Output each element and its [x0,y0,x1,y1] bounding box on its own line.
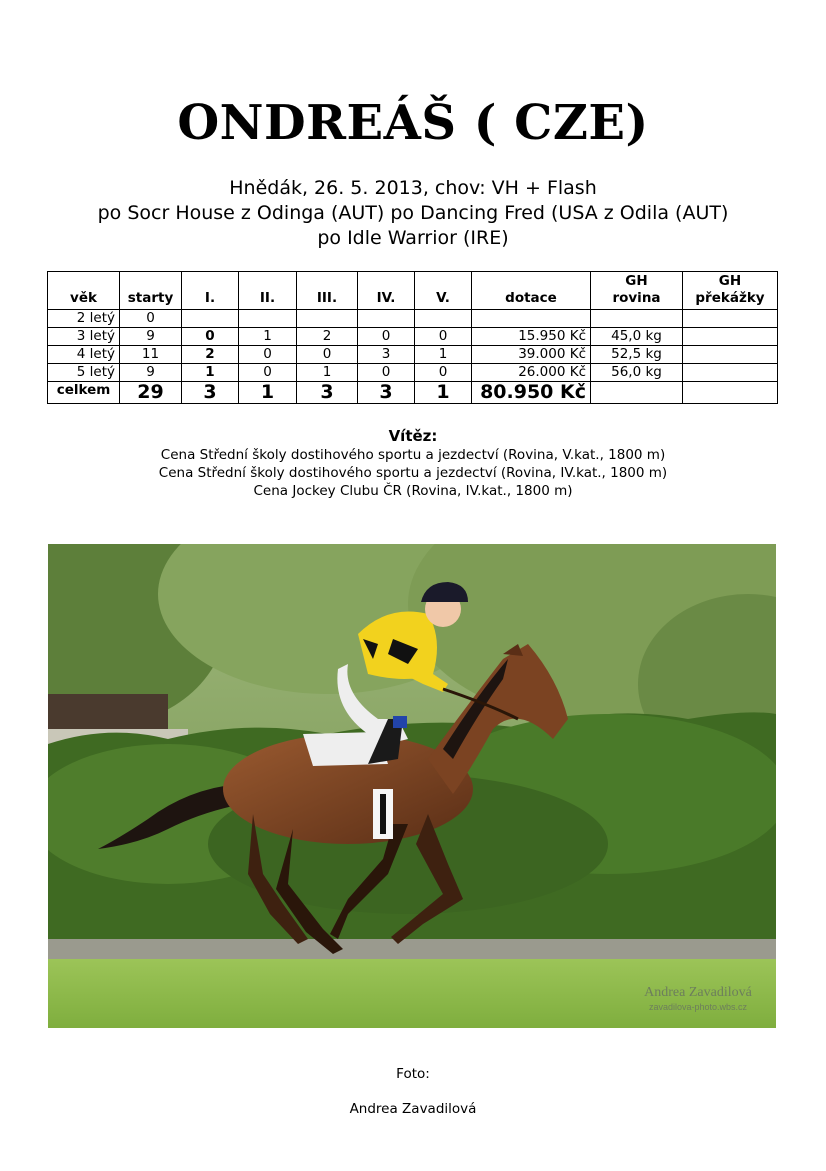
cell-total-fourth: 3 [358,382,415,404]
cell-prize: 39.000 Kč [472,346,591,364]
race-stats-table [47,271,778,404]
cell-total-gh-jump [683,382,778,404]
cell-third: 0 [297,346,358,364]
photo-credit-label: Foto: [396,1066,430,1082]
cell-third [297,310,358,328]
cell-second: 0 [239,364,297,382]
cell-total-third: 3 [297,382,358,404]
cell-total-fifth: 1 [415,382,472,404]
cell-age: 4 letý [48,346,120,364]
cell-fourth [358,310,415,328]
pedigree-line: po Socr House z Odinga (AUT) po Dancing Fred (USA z Odila (AUT) [97,202,729,224]
cell-starts: 9 [120,328,182,346]
cell-age: 3 letý [48,328,120,346]
cell-total-starts: 29 [120,382,182,404]
winner-race-item: Cena Střední školy dostihového sportu a jezdectví (Rovina, IV.kat., 1800 m) [158,465,668,481]
cell-first [182,310,239,328]
cell-age: 5 letý [48,364,120,382]
horse-info-line: Hnědák, 26. 5. 2013, chov: VH + Flash [229,177,597,199]
cell-total-label: celkem [48,382,120,404]
cell-fourth: 0 [358,328,415,346]
cell-second: 0 [239,346,297,364]
cell-fourth: 0 [358,364,415,382]
cell-total-prize: 80.950 Kč [472,382,591,404]
col-header-prize: dotace [472,272,591,310]
photo-watermark-url: zavadilova-photo.wbs.cz [648,1002,748,1012]
cell-total-second: 1 [239,382,297,404]
cell-third: 1 [297,364,358,382]
col-header-second: II. [239,272,297,310]
cell-gh-flat: 56,0 kg [591,364,683,382]
photo-credit-author: Andrea Zavadilová [349,1101,477,1117]
table-row [48,346,778,364]
winner-race-item: Cena Střední školy dostihového sportu a jezdectví (Rovina, V.kat., 1800 m) [160,447,666,463]
horse-name-title: ONDREÁŠ ( CZE) [177,95,649,151]
table-row [48,310,778,328]
cell-age: 2 letý [48,310,120,328]
col-header-gh-flat: GH rovina [591,272,683,310]
cell-first: 0 [182,328,239,346]
col-header-third: III. [297,272,358,310]
cell-first: 1 [182,364,239,382]
cell-gh-jump [683,328,778,346]
cell-fifth: 1 [415,346,472,364]
cell-prize: 26.000 Kč [472,364,591,382]
cell-fourth: 3 [358,346,415,364]
winner-race-list [0,446,826,500]
photo-watermark-name: Andrea Zavadilová [644,985,752,1000]
cell-second [239,310,297,328]
table-header-row [48,272,778,310]
cell-gh-flat [591,310,683,328]
cell-starts: 0 [120,310,182,328]
cell-second: 1 [239,328,297,346]
col-header-first: I. [182,272,239,310]
cell-gh-jump [683,310,778,328]
table-total-row [48,382,778,404]
cell-gh-flat: 45,0 kg [591,328,683,346]
col-header-starts: starty [120,272,182,310]
cell-prize: 15.950 Kč [472,328,591,346]
winner-race-item: Cena Jockey Clubu ČR (Rovina, IV.kat., 1800 m) [253,483,573,499]
cell-fifth [415,310,472,328]
table-row [48,364,778,382]
cell-gh-flat: 52,5 kg [591,346,683,364]
cell-fifth: 0 [415,328,472,346]
col-header-fifth: V. [415,272,472,310]
cell-first: 2 [182,346,239,364]
cell-fifth: 0 [415,364,472,382]
col-header-gh-jump: GH překážky [683,272,778,310]
cell-third: 2 [297,328,358,346]
cell-total-gh-flat [591,382,683,404]
race-horse-photo [48,544,776,1028]
cell-starts: 11 [120,346,182,364]
cell-total-first: 3 [182,382,239,404]
pedigree-line-2: po Idle Warrior (IRE) [317,227,509,249]
cell-prize [472,310,591,328]
table-row [48,328,778,346]
col-header-fourth: IV. [358,272,415,310]
winner-heading: Vítěz: [388,427,438,445]
col-header-age: věk [48,272,120,310]
cell-gh-jump [683,364,778,382]
cell-gh-jump [683,346,778,364]
cell-starts: 9 [120,364,182,382]
